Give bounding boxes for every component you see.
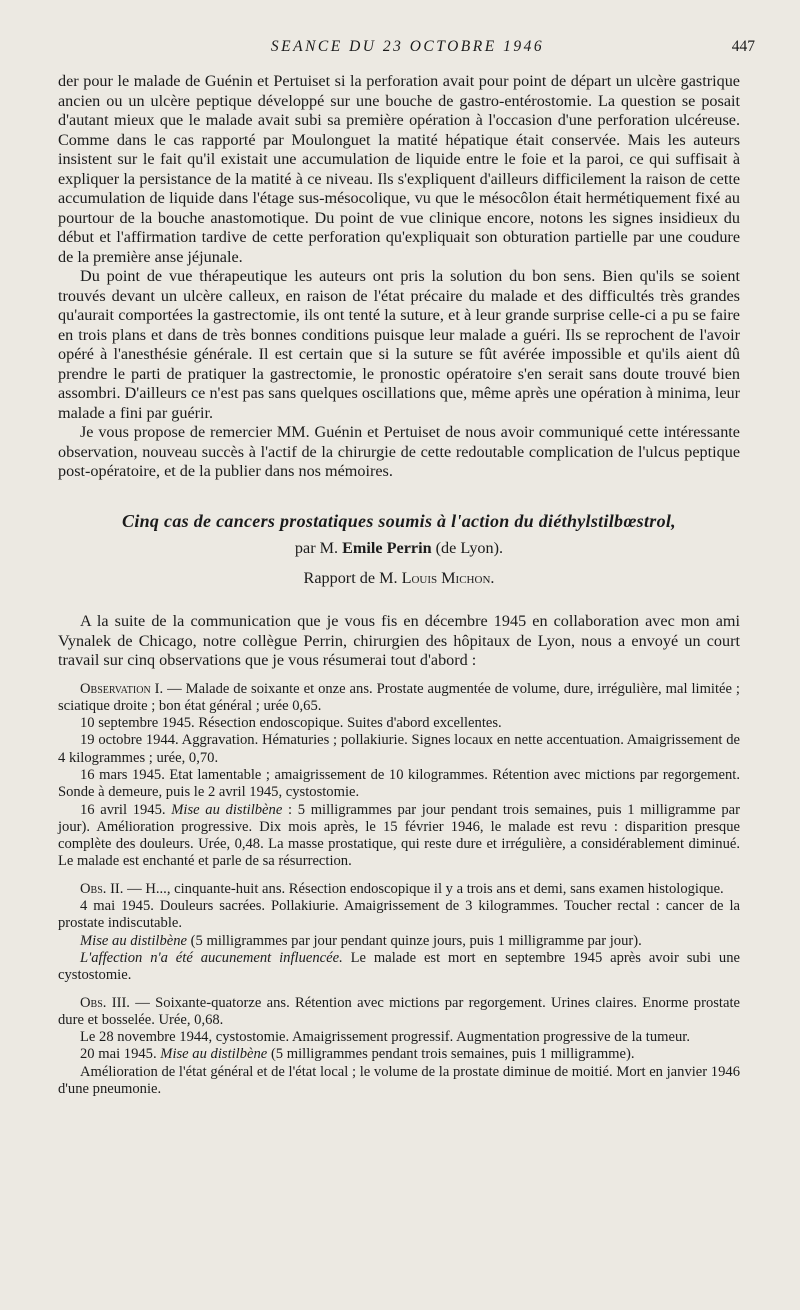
rapport-prefix: Rapport de M. <box>303 568 398 587</box>
observation-emphasis: L'affection n'a été aucunement influencée. <box>80 949 343 966</box>
page-number: 447 <box>731 38 755 55</box>
rapporteur-name: Louis Michon. <box>401 568 495 587</box>
observation-paragraph <box>58 1046 740 1063</box>
article-title: Cinq cas de cancers prostatiques soumis à l'action du diéthylstilbœstrol, <box>122 510 676 531</box>
page-body <box>58 72 740 1098</box>
observation-paragraph: 4 mai 1945. Douleurs sacrées. Pollakiurie. Amaigrissement de 3 kilogrammes. Toucher rectal : cancer de la prostate indiscutable. <box>58 898 740 932</box>
observation-label: Obs. II. <box>80 880 124 897</box>
observation-text: 20 mai 1945. <box>80 1046 157 1063</box>
observation-label: Observation I. <box>80 680 164 697</box>
observation-paragraph <box>58 681 740 716</box>
observation-emphasis: Mise au distilbène <box>171 801 283 818</box>
author-origin: (de Lyon). <box>435 539 504 557</box>
observation-2 <box>58 881 740 985</box>
running-title: SEANCE DU 23 OCTOBRE 1946 <box>270 38 545 55</box>
observation-paragraph: 10 septembre 1945. Résection endoscopique. Suites d'abord excellentes. <box>80 715 502 732</box>
byline-prefix: par M. <box>294 539 339 557</box>
observation-text: — Malade de soixante et onze ans. Prostate augmentée de volume, dure, irrégulière, mal limitée ; sciatique droite ; bon état général ; urée 0,65. <box>58 680 740 714</box>
observation-text: : 5 milligrammes par jour pendant trois semaines, puis 1 milligramme par jour). Amélioration progressive. Dix mois après, le 15 février 1946, le malade est revu : disparition presque complète des douleurs. Urée, 0,48. La masse prostatique, qui reste dure et irrégulière, a considérablement diminué. Le malade est enchanté et parle de sa résurrection. <box>58 801 740 870</box>
article-intro: A la suite de la communication que je vous fis en décembre 1945 en collaboration avec mon ami Vynalek de Chicago, notre collègue Perrin, chirurgien des hôpitaux de Lyon, nous a envoyé un court travail sur cinq observations que je vous résumerai tout d'abord : <box>58 612 740 669</box>
observation-3 <box>58 995 740 1099</box>
rapport-line <box>58 569 740 589</box>
observation-paragraph: 16 mars 1945. Etat lamentable ; amaigrissement de 10 kilogrammes. Rétention avec mictions par regorgement. Sonde à demeure, puis le 2 avril 1945, cystostomie. <box>58 766 740 801</box>
observation-text: — H..., cinquante-huit ans. Résection endoscopique il y a trois ans et demi, sans examen histologique. <box>127 880 724 897</box>
observation-paragraph: 19 octobre 1944. Aggravation. Hématuries ; pollakiurie. Signes locaux en nette accentuation. Amaigrissement de 4 kilogrammes ; urée, 0,70. <box>58 732 740 766</box>
body-paragraph: Je vous propose de remercier MM. Guénin et Pertuiset de nous avoir communiqué cette intéressante observation, nouveau succès à l'actif de la chirurgie de cette redoutable complication de l'ulcus peptique post-opératoire, et de la publier dans nos mémoires. <box>58 423 740 480</box>
observation-text: — Soixante-quatorze ans. Rétention avec mictions par regorgement. Urines claires. Enorme prostate dure et bosselée. Urée, 0,68. <box>58 994 741 1028</box>
observation-emphasis: Mise au distilbène <box>80 932 188 949</box>
observation-paragraph <box>58 950 740 985</box>
observation-paragraph <box>58 881 740 898</box>
observation-paragraph: Amélioration de l'état général et de l'état local ; le volume de la prostate diminue de moitié. Mort en janvier 1946 d'une pneumonie. <box>58 1063 740 1098</box>
observation-paragraph <box>58 995 740 1030</box>
article-byline <box>58 539 740 559</box>
body-paragraph: der pour le malade de Guénin et Pertuiset si la perforation avait pour point de départ un ulcère gastrique ancien ou un ulcère peptique développé sur une bouche de gastro-entérostomie. La question se posait d'autant mieux que le malade avait subi sa première opération à l'occasion d'une perforation ulcéreuse. Comme dans le cas rapporté par Moulonguet la matité hépatique était conservée. Mais les auteurs insistent sur le fait qu'il existait une accumulation de liquide entre le foie et la paroi, ce qui suffisait à expliquer la persistance de la matité à ce niveau. Ils s'expliquent d'ailleurs difficilement la raison de cette accumulation de liquide dans l'étage sus-mésocolique, vu que le mésocôlon était hermétiquement fixé au pourtour de la bouche anastomotique. Du point de vue clinique encore, notons les signes insidieux du début et l'affirmation tardive de cette perforation qu'expliquait son obturation partielle par une coudure de la première anse jéjunale. <box>58 72 740 266</box>
observation-1 <box>58 681 740 871</box>
observation-paragraph <box>58 933 740 950</box>
observation-label: Obs. III. <box>80 994 130 1011</box>
observation-paragraph: Le 28 novembre 1944, cystostomie. Amaigrissement progressif. Augmentation progressive de la tumeur. <box>80 1029 690 1046</box>
observation-text: Le malade est mort en septembre 1945 après avoir subi une cystostomie. <box>58 949 740 984</box>
observation-paragraph <box>58 802 740 871</box>
page-header <box>60 38 755 60</box>
observation-emphasis: Mise au distilbène <box>160 1046 268 1063</box>
observation-text: (5 milligrammes pendant trois semaines, puis 1 milligramme). <box>267 1046 635 1063</box>
observation-text: (5 milligrammes par jour pendant quinze jours, puis 1 milligramme par jour). <box>187 932 642 949</box>
author-name: Emile Perrin <box>342 539 432 557</box>
body-paragraph: Du point de vue thérapeutique les auteurs ont pris la solution du bon sens. Bien qu'ils se soient trouvés devant un ulcère calleux, en raison de l'état précaire du malade et des difficultés très grandes qu'aurait comportées la gastrectomie, ils ont tenté la suture, et à leur grande surprise celle-ci a pu se faire en trois plans et dans de très bonnes conditions puisque leur malade a guéri. Ils se reprochent de l'avoir opéré à l'anesthésie générale. Il est certain que si la suture se fût avérée impossible et qu'ils aient dû prendre le parti de pratiquer la gastrectomie, le pronostic opératoire s'en serait sans doute trouvé bien assombri. D'ailleurs ce n'est pas sans quelques oscillations que, même après une opération à minima, leur malade a fini par guérir. <box>58 267 740 422</box>
observation-text: 16 avril 1945. <box>80 801 166 818</box>
